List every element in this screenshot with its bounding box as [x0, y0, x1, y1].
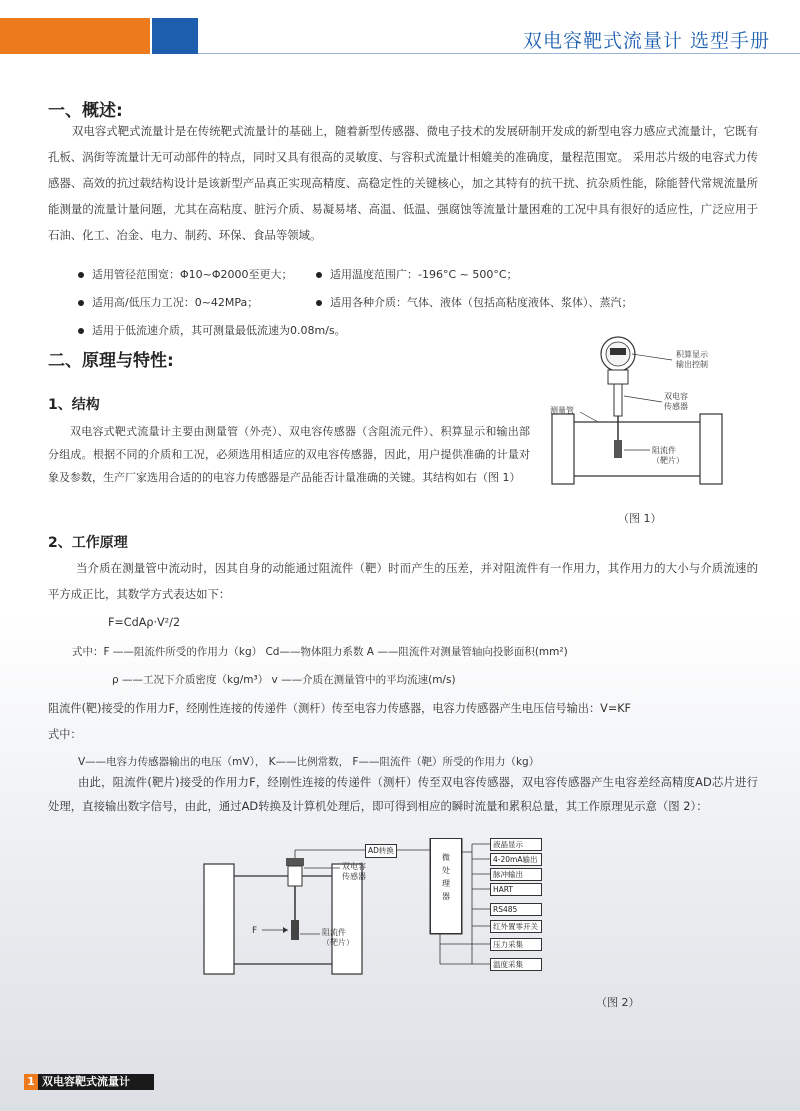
footer-title: 双电容靶式流量计: [42, 1075, 130, 1088]
structure-heading: 1、结构: [48, 397, 100, 413]
figure2-output-4-20ma: 4-20mA输出: [490, 853, 542, 866]
header-divider: [198, 53, 800, 54]
voltage-text: 阻流件(靶)接受的作用力F，经刚性连接的传递件（测杆）传至电容力传感器，电容力传感器产生电压信号输出：V=KF: [48, 702, 631, 715]
bullet-dot: [78, 272, 84, 278]
figure1-label-target: 阻流件 （靶片）: [652, 446, 684, 465]
structure-text: 双电容式靶式流量计主要由测量管（外壳）、双电容传感器（含阻流元件）、积算显示和输出部分组成。根据不同的介质和工况，必须选用相适应的双电容传感器，因此，用户提供准确的计量对象及参数，生产厂家选用合适的的电容力传感器是产品能否计量准确的关键。其结构如右（图 1）: [48, 425, 530, 484]
formula-where-4: V——电容力传感器输出的电压（mV）， K——比例常数， F——阻流件（靶）所受的作用力（kg）: [78, 756, 540, 768]
principle-heading: 2、工作原理: [48, 535, 128, 551]
figure1-diagram: [540, 332, 740, 502]
formula: F=CdAρ·V²/2: [108, 616, 181, 629]
bullet-low-velocity: 适用于低流速介质，其可测量最低流速为0.08m/s。: [78, 322, 346, 338]
figure2-output-ir-zero: 红外置零开关: [490, 920, 542, 933]
figure2-caption: （图 2）: [596, 996, 640, 1009]
bullet-medium: 适用各种介质：气体、液体（包括高粘度液体、浆体）、蒸汽；: [316, 294, 633, 310]
section1-heading: 一、概述:: [48, 101, 123, 121]
figure2-output-pressure: 压力采集: [490, 938, 542, 951]
page-number: 1: [24, 1074, 38, 1090]
figure2-label-target: 阻流件 （靶片）: [322, 928, 354, 947]
header-title: 双电容靶式流量计 选型手册: [522, 30, 770, 52]
section1-intro: 双电容式靶式流量计是在传统靶式流量计的基础上，随着新型传感器、微电子技术的发展研制开发成的新型电容力感应式流量计，它既有孔板、涡街等流量计无可动部件的特点，同时又具有很高的灵敏度、与容积式流量计相媲美的准确度，量程范围宽。 采用芯片级的电容式力传感器、高效的抗过载结构设计是该新型产品真正实现高精度、高稳定性的关键核心，加之其特有的抗干扰、抗杂质性能，除能替代常规流量所能测量的流量计量问题，尤其在高粘度、脏污介质、易凝易堵、高温、低温、强腐蚀等流量计量困难的工况中具有很好的适应性，广泛应用于石油、化工、冶金、电力、制药、环保、食品等领域。: [48, 124, 758, 242]
bullet-dot: [316, 300, 322, 306]
figure2-output-hart: HART: [490, 883, 542, 896]
bullet-dot: [78, 328, 84, 334]
figure1-label-display: 积算显示 输出控制: [676, 350, 708, 369]
bullet-dot: [316, 272, 322, 278]
processing-text: 由此，阻流件(靶片)接受的作用力F，经刚性连接的传递件（测杆）传至双电容传感器，双电容传感器产生电容差经高精度AD芯片进行处理，直接输出数字信号，由此，通过AD转换及计算机处理后，即可得到相应的瞬时流量和累积总量，其工作原理见示意（图 2）：: [48, 775, 758, 813]
section2-heading: 二、原理与特性:: [48, 351, 174, 371]
bullet-pressure: 适用高/低压力工况：0~42MPa；: [78, 294, 258, 310]
figure2-output-rs485: RS485: [490, 903, 542, 916]
figure2-ad-box: AD转换: [365, 844, 397, 858]
figure2-output-temperature: 温度采集: [490, 958, 542, 971]
figure2-output-lcd: 液晶显示: [490, 838, 542, 851]
figure1-label-tube: 测量管: [550, 406, 574, 415]
formula-where-1: 式中：F ——阻流件所受的作用力（kg） Cd——物体阻力系数 A ——阻流件对测量管轴向投影面积(mm²): [72, 646, 568, 658]
page-footer: [24, 1074, 154, 1090]
header-blue-block: [152, 18, 198, 54]
formula-where-2: ρ ——工况下介质密度（kg/m³） v ——介质在测量管中的平均流速(m/s): [112, 674, 456, 686]
figure1-label-sensor: 双电容 传感器: [664, 392, 688, 411]
bullet-pipe-size: 适用管径范围宽：Φ10~Φ2000至更大；: [78, 266, 293, 282]
figure1-caption: （图 1）: [618, 512, 662, 525]
bullet-dot: [78, 300, 84, 306]
figure2-label-sensor: 双电容 传感器: [342, 862, 366, 881]
header-orange-bar: [0, 18, 150, 54]
formula-where-3: 式中：: [48, 728, 82, 741]
bullet-temperature: 适用温度范围广：-196°C ~ 500°C；: [316, 266, 518, 282]
figure2-mcu-box: 微 处 理 器: [430, 838, 462, 934]
principle-text: 当介质在测量管中流动时，因其自身的动能通过阻流件（靶）时而产生的压差，并对阻流件有一作用力，其作用力的大小与介质流速的平方成正比，其数学方式表达如下：: [48, 561, 758, 601]
figure2-output-pulse: 脉冲输出: [490, 868, 542, 881]
figure2-label-force: F: [252, 926, 258, 936]
